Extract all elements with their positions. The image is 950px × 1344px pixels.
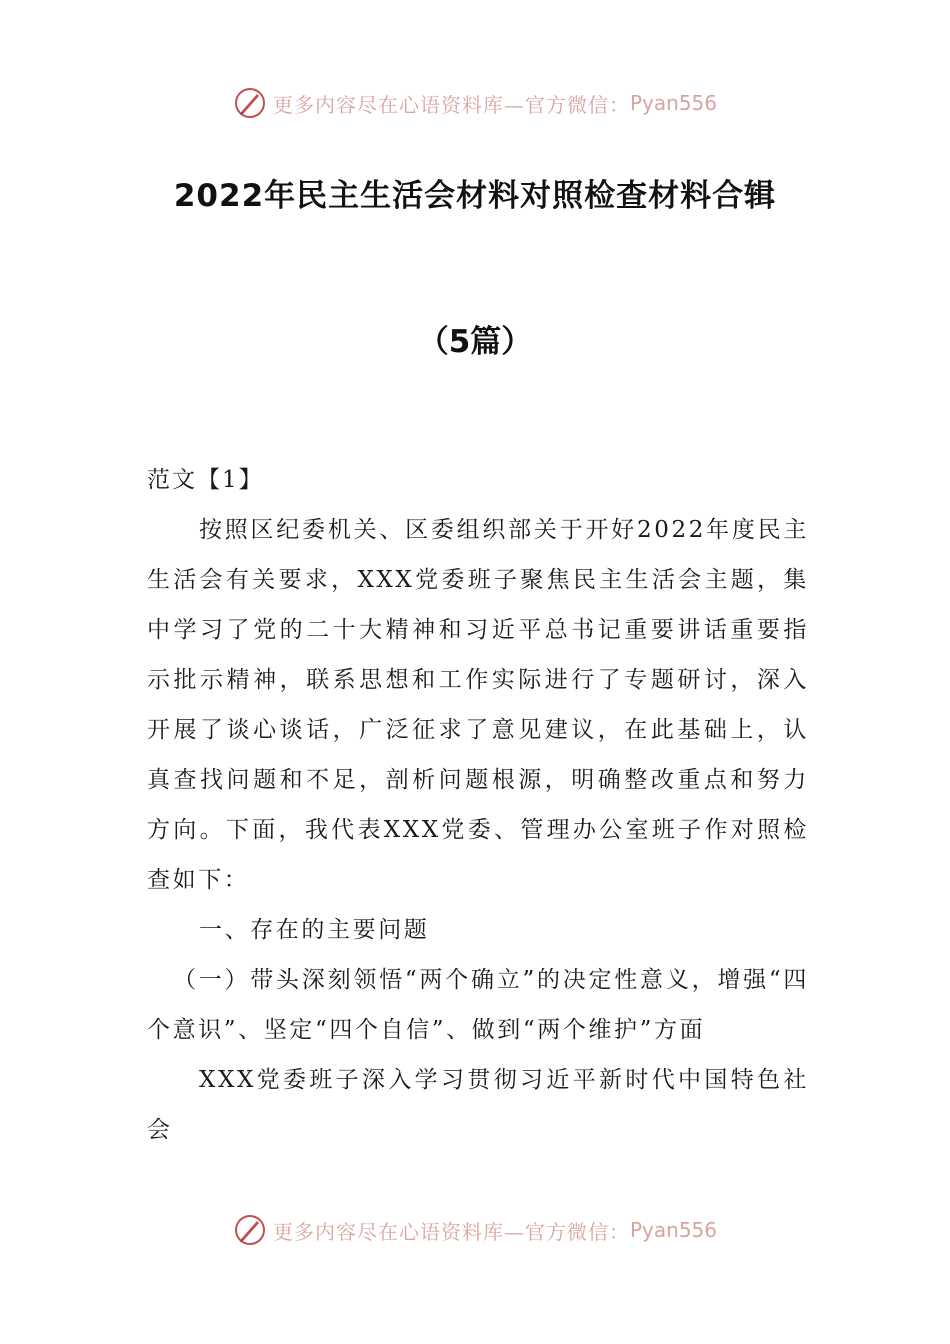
- watermark-text: 更多内容尽在心语资料库—官方微信：: [272, 1219, 630, 1244]
- heading-level-2: （一）带头深刻领悟“两个确立”的决定性意义，增强“四个意识”、坚定“四个自信”、做到“两个维护”方面: [147, 967, 809, 1043]
- document-title: 2022年民主生活会材料对照检查材料合辑: [173, 178, 777, 214]
- footer-watermark: [0, 1213, 950, 1247]
- quill-logo-icon: [233, 1213, 267, 1247]
- paragraph-intro: 按照区纪委机关、区委组织部关于开好2022年度民主生活会有关要求，XXX党委班子聚焦民主生活会主题，集中学习了党的二十大精神和习近平总书记重要讲话重要指示批示精神，联系思想和工作实际进行了专题研讨，深入开展了谈心谈话，广泛征求了意见建议，在此基础上，认真查找问题和不足，剖析问题根源，明确整改重点和努力方向。下面，我代表XXX党委、管理办公室班子作对照检查如下：: [147, 517, 809, 893]
- quill-logo-icon: [233, 86, 267, 120]
- heading-level-1: 一、存在的主要问题: [199, 917, 430, 943]
- watermark-wechat-id: Pyan556: [629, 91, 717, 115]
- paragraph-body: XXX党委班子深入学习贯彻习近平新时代中国特色社会: [147, 1067, 809, 1143]
- document-subtitle: （5篇）: [417, 324, 533, 360]
- watermark-wechat-id: Pyan556: [629, 1218, 717, 1242]
- section-label: 范文【1】: [147, 467, 264, 493]
- header-watermark: [0, 86, 950, 120]
- document-body: [147, 455, 809, 1155]
- watermark-text: 更多内容尽在心语资料库—官方微信：: [272, 92, 630, 117]
